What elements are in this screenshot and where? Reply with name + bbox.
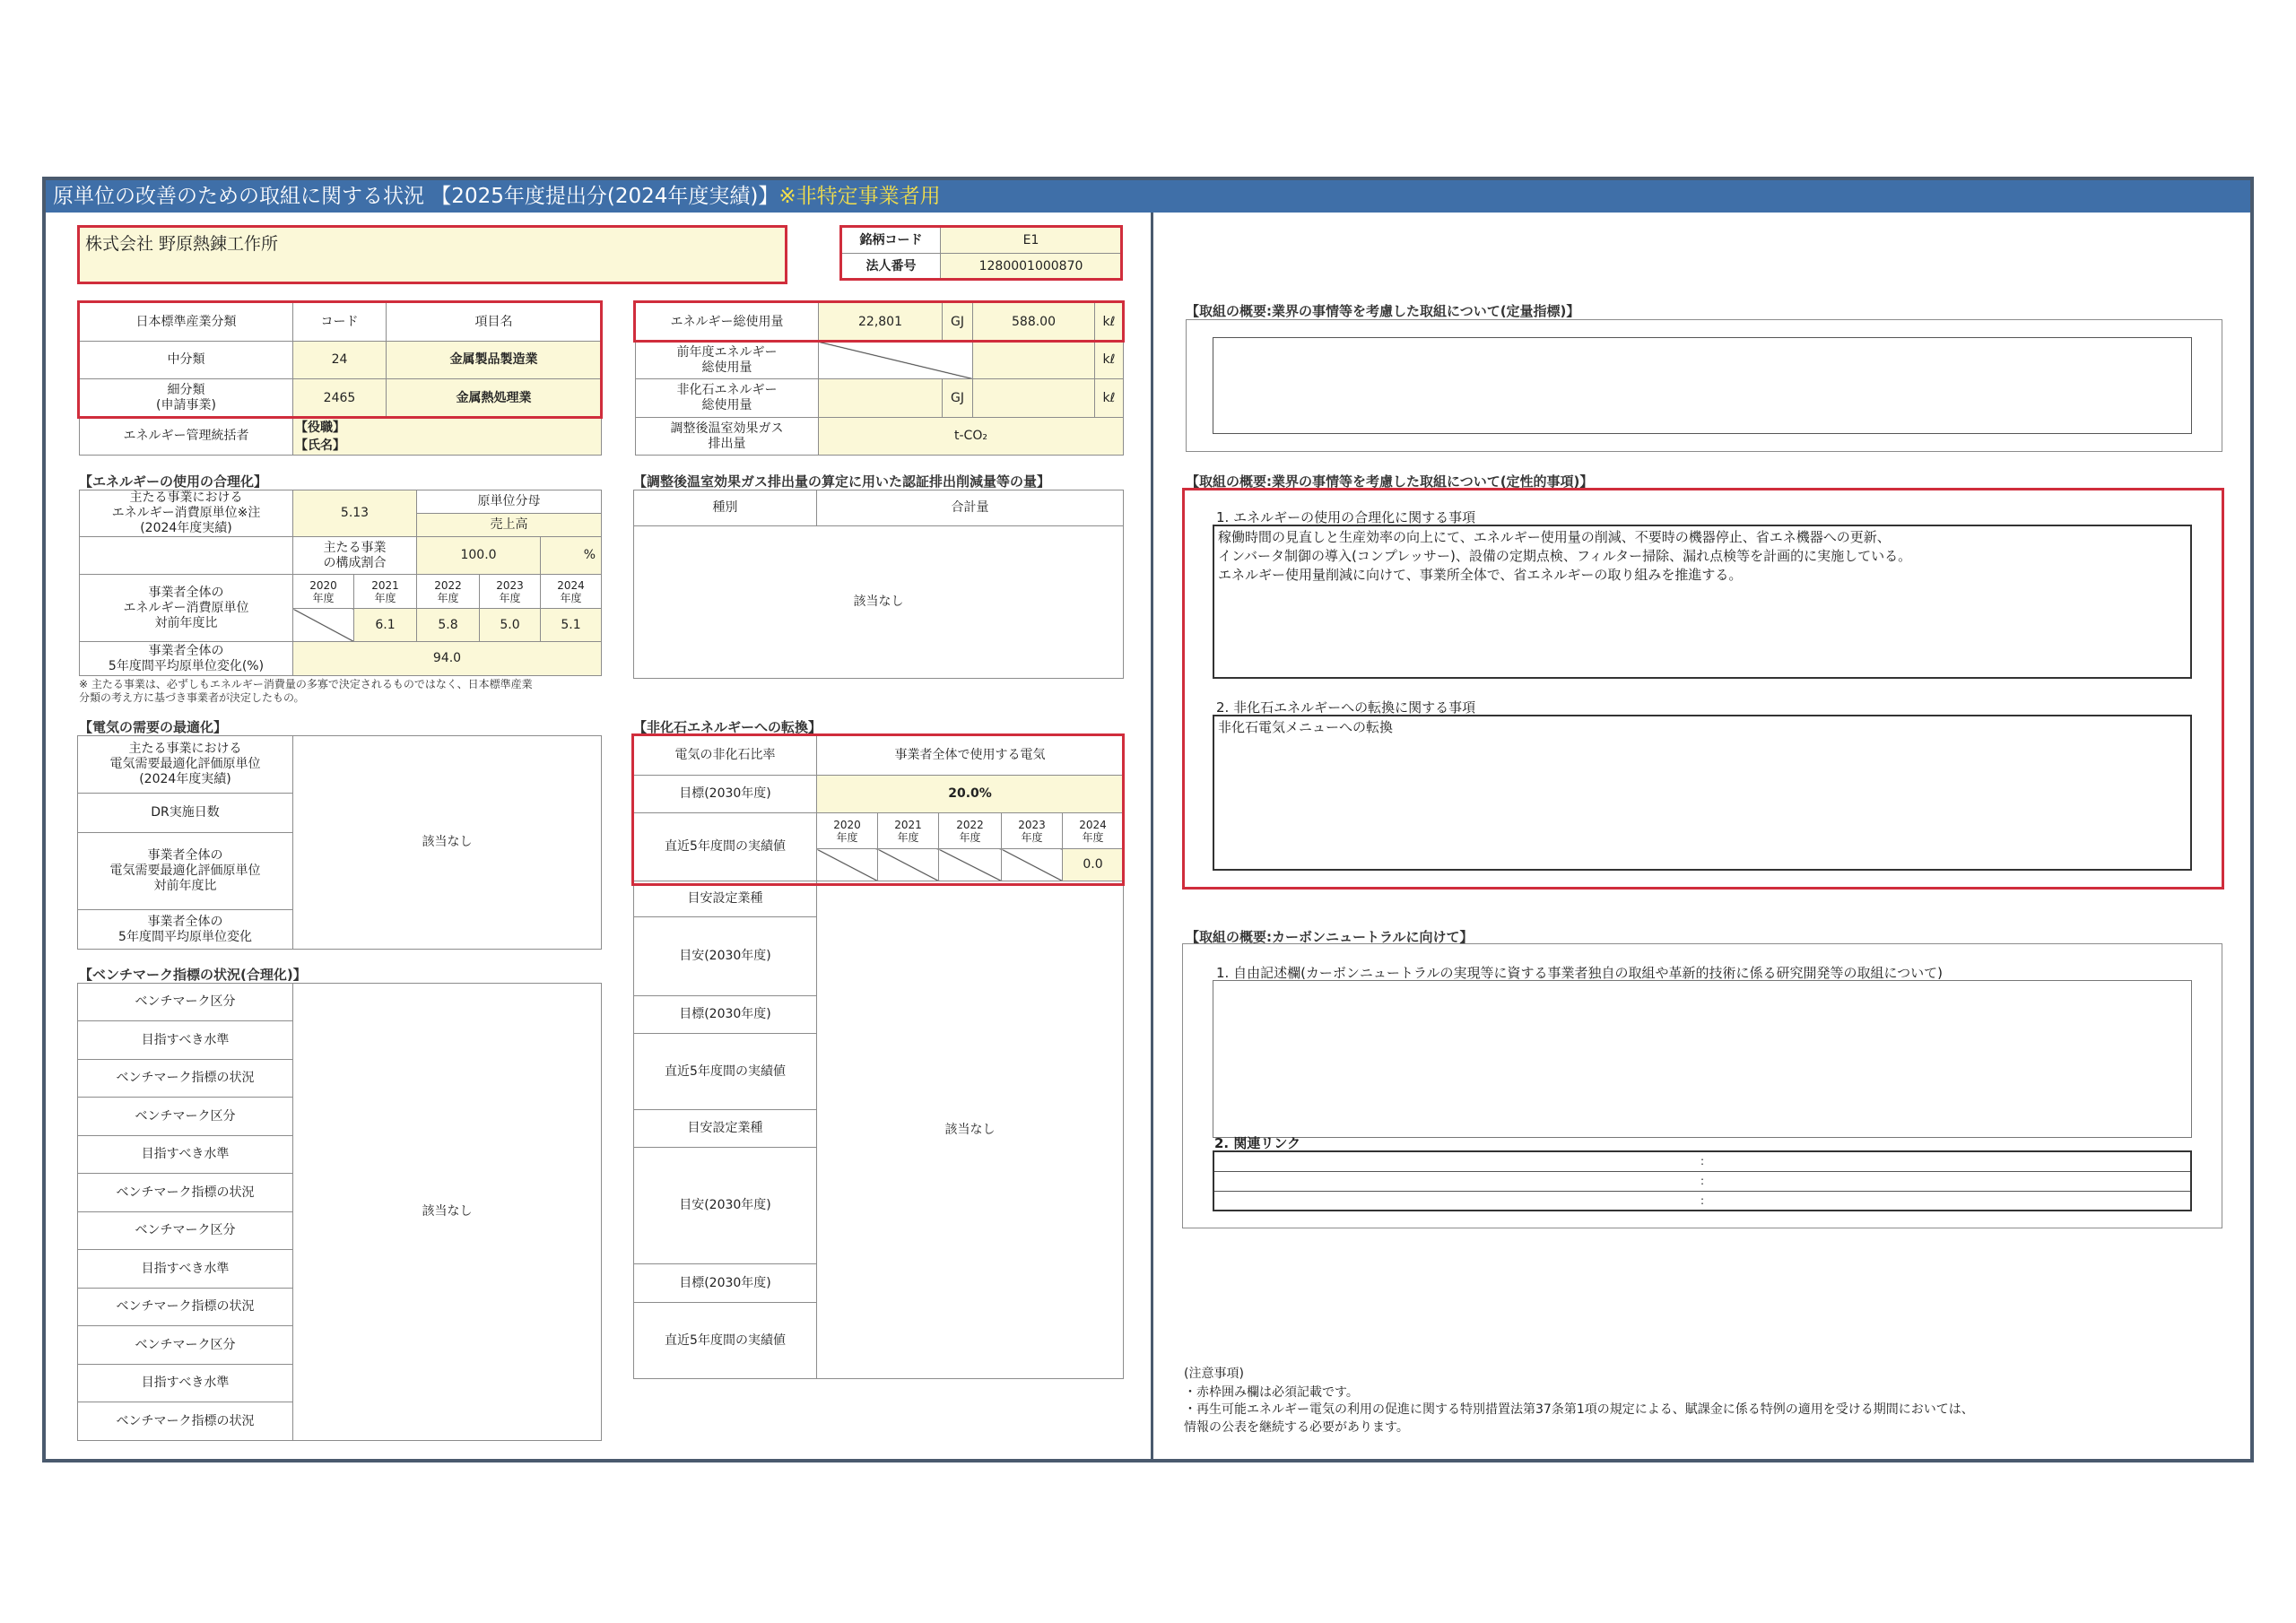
link-sep-2: : [1700,1175,1705,1187]
denominator-label: 原単位分母 [417,490,602,514]
qual2-title: 2. 非化石エネルギーへの転換に関する事項 [1216,699,1476,716]
nf-value-2021 [878,849,939,881]
nonfossil-other-value: 該当なし [817,881,1124,1379]
manager-label: エネルギー管理統括者 [80,418,293,456]
quant-section-title: 【取組の概要:業界の事情等を考慮した取組について(定量指標)】 [1186,303,1580,319]
avg-change-label: 事業者全体の 5年度間平均原単位変化(%) [80,642,293,676]
rationalization-table [79,490,602,676]
yoy-year-2024: 2024 年度 [541,575,602,609]
company-name-box [79,227,786,282]
title-main: 原単位の改善のための取組に関する状況 【2025年度提出分(2024年度実績)】 [53,185,779,208]
rationalization-section-title: 【エネルギーの使用の合理化】 [79,473,268,490]
qual-section-title: 【取組の概要:業界の事情等を考慮した取組について(定性的事項)】 [1186,473,1594,490]
main-intensity-spacer [80,537,293,575]
note-2: ・再生可能エネルギー電気の利用の促進に関する特別措置法第37条第1項の規定による、賦課金に係る特例の適用を受ける期間においては、 情報の公表を継続する必要があります。 [1184,1402,1974,1435]
nonfossil-target-value: 20.0% [817,776,1124,813]
nonfossil-col-2: 事業者全体で使用する電気 [817,736,1124,776]
mid-class-label: 中分類 [80,342,293,379]
manager-title: 【役職】 [295,420,345,435]
yoy-year-2021: 2021 年度 [354,575,417,609]
cn2-title: 2. 関連リンク [1214,1135,1301,1151]
nf-value-2022 [939,849,1002,881]
ghg-label: 調整後温室効果ガス 排出量 [636,418,819,456]
bm-row-3: ベンチマーク指標の状況 [78,1060,293,1098]
nf-row-8: 直近5年度間の実績値 [634,1303,817,1379]
link-sep-3: : [1700,1194,1705,1207]
cn1-textbox[interactable] [1213,980,2192,1138]
yoy-year-2022: 2022 年度 [417,575,480,609]
nf-row-1: 目安設定業種 [634,881,817,917]
nonfossil-section-title: 【非化石エネルギーへの転換】 [633,719,822,735]
yoy-value-2020 [293,609,354,642]
credits-col-1: 種別 [634,490,817,526]
corp-no-label: 法人番号 [842,254,941,280]
report-title [46,180,2250,213]
small-class-name: 金属熱処理業 [387,379,602,418]
qual2-textbox[interactable]: 非化石電気メニューへの転換 [1213,715,2192,871]
credits-section-title: 【調整後温室効果ガス排出量の算定に用いた認証排出削減量等の量】 [633,473,1051,490]
bm-row-9: ベンチマーク指標の状況 [78,1289,293,1326]
brand-table [841,227,1122,280]
industry-table [79,302,602,456]
credits-col-2: 合計量 [817,490,1124,526]
avg-change-value: 94.0 [293,642,602,676]
nf-value-2023 [1002,849,1063,881]
small-class-label: 細分類 (申請事業) [80,379,293,418]
yoy-value-2023: 5.0 [480,609,541,642]
company-name: 株式会社 野原熱錬工作所 [85,234,279,254]
yoy-year-2023: 2023 年度 [480,575,541,609]
share-unit: % [541,537,602,575]
center-divider [1151,213,1153,1462]
nonfossil-target-label: 目標(2030年度) [634,776,817,813]
demand-row-1: 主たる事業における 電気需要最適化評価原単位 (2024年度実績) [78,736,293,794]
corp-no-value: 1280001000870 [941,254,1122,280]
bm-row-8: 目指すべき水準 [78,1250,293,1289]
energy-nonfossil-kl-unit: kℓ [1095,379,1124,418]
benchmark-section-title: 【ベンチマーク指標の状況(合理化)】 [79,967,307,983]
quant-textbox [1213,337,2192,434]
nf-row-5: 目安設定業種 [634,1110,817,1148]
bm-row-1: ベンチマーク区分 [78,984,293,1021]
bm-row-7: ベンチマーク区分 [78,1212,293,1250]
benchmark-table [77,983,602,1441]
mid-class-code: 24 [293,342,387,379]
yoy-value-2022: 5.8 [417,609,480,642]
energy-total-gj-unit: GJ [943,303,973,342]
nf-row-7: 目標(2030年度) [634,1264,817,1303]
energy-total-label: エネルギー総使用量 [636,303,819,342]
energy-prev-kl-unit: kℓ [1095,342,1124,379]
energy-nonfossil-label: 非化石エネルギー 総使用量 [636,379,819,418]
demand-row-4: 事業者全体の 5年度間平均原単位変化 [78,910,293,950]
main-intensity-label: 主たる事業における エネルギー消費原単位※注 (2024年度実績) [80,490,293,537]
cn1-title: 1. 自由記述欄(カーボンニュートラルの実現等に資する事業者独自の取組や革新的技術に係る研究開発等の取組について) [1216,965,1944,981]
nf-row-2: 目安(2030年度) [634,917,817,996]
qual1-title: 1. エネルギーの使用の合理化に関する事項 [1216,509,1476,525]
nf-year-2023: 2023 年度 [1002,813,1063,849]
nonfossil-actual-label: 直近5年度間の実績値 [634,813,817,881]
nf-value-2020 [817,849,878,881]
notes-title: (注意事項) [1184,1367,1244,1381]
demand-row-3: 事業者全体の 電気需要最適化評価原単位 対前年度比 [78,833,293,910]
energy-prev-kl [973,342,1095,379]
nf-year-2022: 2022 年度 [939,813,1002,849]
yoy-label: 事業者全体の エネルギー消費原単位 対前年度比 [80,575,293,642]
manager-cell [293,418,602,456]
nf-row-4: 直近5年度間の実績値 [634,1034,817,1110]
nonfossil-col-1: 電気の非化石比率 [634,736,817,776]
demand-value: 該当なし [293,736,602,950]
industry-col-1: 日本標準産業分類 [80,303,293,342]
denominator-value: 売上高 [417,514,602,537]
share-value: 100.0 [417,537,541,575]
brand-code-label: 銘柄コード [842,228,941,254]
link-row-1[interactable] [1214,1152,2190,1172]
link-row-2[interactable] [1214,1172,2190,1192]
link-sep-1: : [1700,1155,1705,1167]
bm-row-10: ベンチマーク区分 [78,1326,293,1365]
yoy-year-2020: 2020 年度 [293,575,354,609]
nonfossil-table [633,735,1124,1379]
title-suffix: ※非特定事業者用 [778,185,941,208]
benchmark-value: 該当なし [293,984,602,1441]
links-box [1213,1150,2192,1211]
industry-col-2: コード [293,303,387,342]
credits-table [633,490,1124,679]
small-class-code: 2465 [293,379,387,418]
demand-table [77,735,602,950]
main-intensity-value: 5.13 [293,490,417,537]
energy-prev-label: 前年度エネルギー 総使用量 [636,342,819,379]
nf-row-6: 目安(2030年度) [634,1148,817,1264]
nf-year-2020: 2020 年度 [817,813,878,849]
yoy-value-2024: 5.1 [541,609,602,642]
bm-row-12: ベンチマーク指標の状況 [78,1402,293,1441]
energy-table [635,302,1124,456]
energy-nonfossil-gj [819,379,943,418]
energy-total-kl-unit: kℓ [1095,303,1124,342]
nf-value-2024: 0.0 [1063,849,1124,881]
brand-code-value: E1 [941,228,1122,254]
industry-col-3: 項目名 [387,303,602,342]
energy-prev-gj-na [819,342,973,379]
bm-row-5: 目指すべき水準 [78,1136,293,1174]
manager-name: 【氏名】 [295,438,345,453]
demand-section-title: 【電気の需要の最適化】 [79,719,228,735]
credits-value: 該当なし [634,526,1124,679]
nf-row-3: 目標(2030年度) [634,996,817,1034]
energy-total-gj: 22,801 [819,303,943,342]
bm-row-2: 目指すべき水準 [78,1021,293,1060]
rationalization-footnote: ※ 主たる事業は、必ずしもエネルギー消費量の多寡で決定されるものではなく、日本標準産業 分類の考え方に基づき事業者が決定したもの。 [79,678,533,704]
energy-total-kl: 588.00 [973,303,1095,342]
nf-year-2021: 2021 年度 [878,813,939,849]
note-1: ・赤枠囲み欄は必須記載です。 [1184,1385,1359,1400]
qual1-textbox[interactable]: 稼働時間の見直しと生産効率の向上にて、エネルギー使用量の削減、不要時の機器停止、省エネ機器への更新、 インバータ制御の導入(コンプレッサー)、設備の定期点検、フィルター掃除、漏れ点検等を計画的に実施している。 エネルギー使用量削減に向けて、事業所全体で、省エネルギーの取り組みを推進する。 [1213,525,2192,679]
energy-nonfossil-gj-unit: GJ [943,379,973,418]
cn-section-title: 【取組の概要:カーボンニュートラルに向けて】 [1186,929,1474,945]
mid-class-name: 金属製品製造業 [387,342,602,379]
demand-row-2: DR実施日数 [78,794,293,833]
nf-year-2024: 2024 年度 [1063,813,1124,849]
bm-row-6: ベンチマーク指標の状況 [78,1174,293,1212]
bm-row-4: ベンチマーク区分 [78,1098,293,1136]
share-label: 主たる事業 の構成割合 [293,537,417,575]
bm-row-11: 目指すべき水準 [78,1365,293,1402]
energy-nonfossil-kl [973,379,1095,418]
ghg-unit: t-CO₂ [819,418,1124,456]
link-row-3[interactable] [1214,1192,2190,1210]
yoy-value-2021: 6.1 [354,609,417,642]
